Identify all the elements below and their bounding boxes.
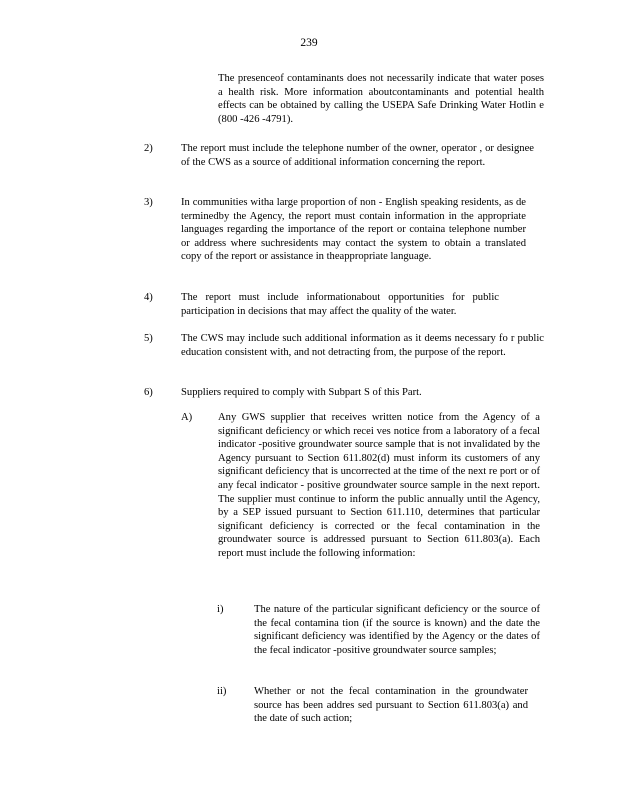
item-5-text: The CWS may include such additional information as it deems necessary fo r public education consistent with, and not detracting from, the purpose of the report. xyxy=(181,333,544,358)
page-number: 239 xyxy=(300,37,318,49)
item-6-number: 6) xyxy=(144,387,153,398)
item-4-text: The report must include informationabout opportunities for public participation in decisions that may affect the quality of the water. xyxy=(181,292,499,317)
item-3-number: 3) xyxy=(144,197,153,208)
subitem-ii-number: ii) xyxy=(217,686,227,697)
item-2-number: 2) xyxy=(144,143,153,154)
subitem-ii-text: Whether or not the fecal contamination in the groundwater source has been addres sed pursuant to Section 611.803(a) and the date of such action; xyxy=(254,686,528,725)
subitem-i-text: The nature of the particular significant deficiency or the source of the fecal contamina tion (if the source is known) and the date the significant deficiency was identified by the Agency or the dates of the fecal indicator -positive groundwater source samples; xyxy=(254,604,540,656)
intro-paragraph: The presenceof contaminants does not necessarily indicate that water poses a health risk. More information aboutcontaminants and potential health effects can be obtained by calling the USEPA Safe Drinking Water Hotlin e (800 -426 -4791). xyxy=(218,73,544,125)
subitem-a-text: Any GWS supplier that receives written notice from the Agency of a significant deficiency or which recei ves notice from a laboratory of a fecal indicator -positive groundwater source sample that is not invalidated by the Agency pursuant to Section 611.802(d) must inform its customers of any significant deficiency that is uncorrected at the time of the next re port or of any fecal indicator - positive groundwater source sample in the next report. The supplier must continue to inform the public annually until the Agency, by a SEP issued pursuant to Section 611.110, determines that particular significant deficiency is corrected or the fecal contamination in the groundwater source is addressed pursuant to Section 611.803(a). Each report must include the following information: xyxy=(218,412,540,559)
item-4-number: 4) xyxy=(144,292,153,303)
subitem-a-number: A) xyxy=(181,412,193,423)
subitem-i-number: i) xyxy=(217,604,224,615)
item-5-number: 5) xyxy=(144,333,153,344)
item-2-text: The report must include the telephone number of the owner, operator , or designee of the CWS as a source of additional information concerning the report. xyxy=(181,143,534,168)
item-3-text: In communities witha large proportion of non - English speaking residents, as de terminedby the Agency, the report must contain information in the appropriate languages regarding the importance of the report or containa telephone number or address where suchresidents may contact the system to obtain a translated copy of the report or assistance in theappropriate language. xyxy=(181,197,526,263)
item-6-text: Suppliers required to comply with Subpart S of this Part. xyxy=(181,387,422,398)
